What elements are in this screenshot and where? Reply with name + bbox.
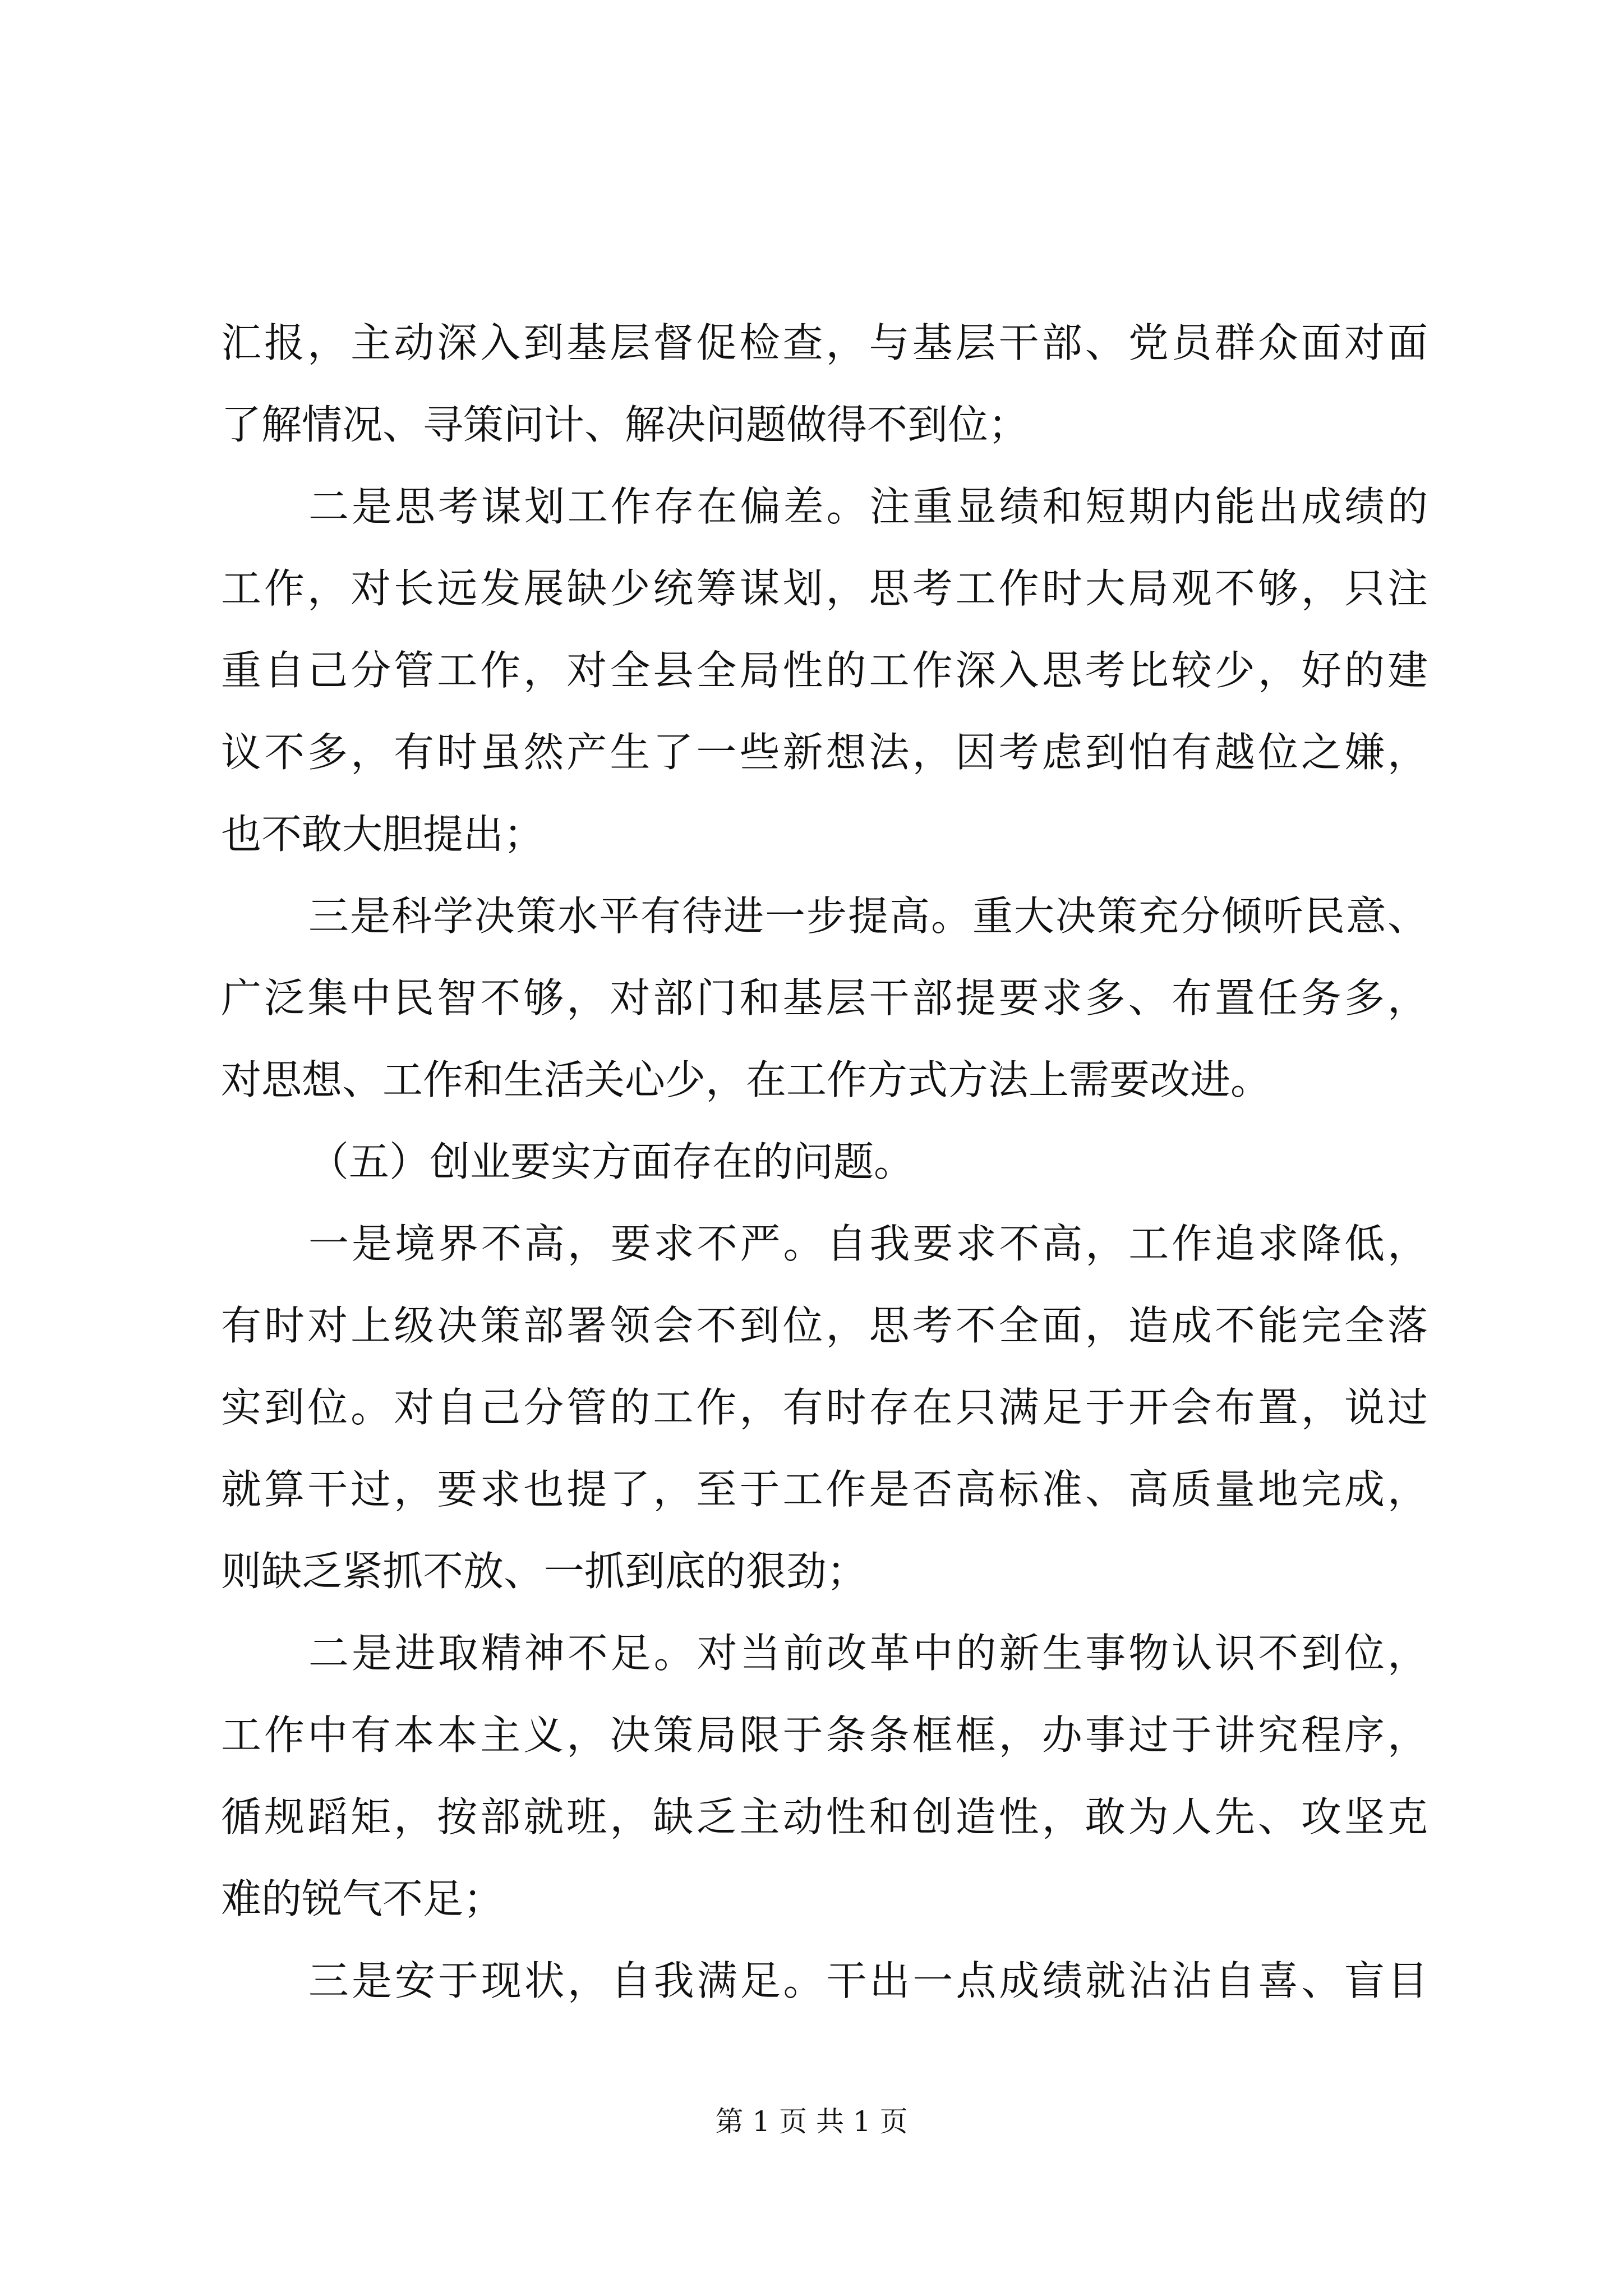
text-line: 广泛集中民智不够，对部门和基层干部提要求多、布置任务多，	[221, 974, 1428, 1022]
text-line: 了解情况、寻策问计、解决问题做得不到位；	[221, 401, 1029, 448]
text-line: 三是安于现状，自我满足。干出一点成绩就沾沾自喜、盲目	[308, 1957, 1428, 2004]
text-line: 二是思考谋划工作存在偏差。注重显绩和短期内能出成绩的	[308, 483, 1428, 530]
body-text	[221, 302, 1428, 2022]
text-line: 三是科学决策水平有待进一步提高。重大决策充分倾听民意、	[308, 892, 1428, 940]
text-line: 则缺乏紧抓不放、一抓到底的狠劲；	[221, 1548, 868, 1595]
text-line: 有时对上级决策部署领会不到位，思考不全面，造成不能完全落	[221, 1302, 1428, 1349]
text-line: 议不多，有时虽然产生了一些新想法，因考虑到怕有越位之嫌，	[221, 729, 1428, 776]
text-line: 对思想、工作和生活关心少，在工作方式方法上需要改进。	[221, 1056, 1271, 1103]
text-line: 一是境界不高，要求不严。自我要求不高，工作追求降低，	[308, 1220, 1428, 1267]
text-line: 难的锐气不足；	[221, 1875, 504, 1922]
text-line: 汇报，主动深入到基层督促检查，与基层干部、党员群众面对面	[221, 319, 1428, 366]
section-heading: （五）创业要实方面存在的问题。	[308, 1138, 915, 1185]
text-line: 实到位。对自己分管的工作，有时存在只满足于开会布置，说过	[221, 1384, 1428, 1431]
text-line: 就算干过，要求也提了，至于工作是否高标准、高质量地完成，	[221, 1466, 1428, 1513]
text-line: 工作，对长远发展缺少统筹谋划，思考工作时大局观不够，只注	[221, 565, 1428, 612]
text-line: 重自己分管工作，对全县全局性的工作深入思考比较少，好的建	[221, 647, 1428, 694]
text-line: 也不敢大胆提出；	[221, 811, 545, 858]
page-number-footer: 第 1 页 共 1 页	[715, 2105, 908, 2138]
text-line: 工作中有本本主义，决策局限于条条框框，办事过于讲究程序，	[221, 1711, 1428, 1759]
text-line: 循规蹈矩，按部就班，缺乏主动性和创造性，敢为人先、攻坚克	[221, 1793, 1428, 1841]
text-line: 二是进取精神不足。对当前改革中的新生事物认识不到位，	[308, 1630, 1428, 1677]
